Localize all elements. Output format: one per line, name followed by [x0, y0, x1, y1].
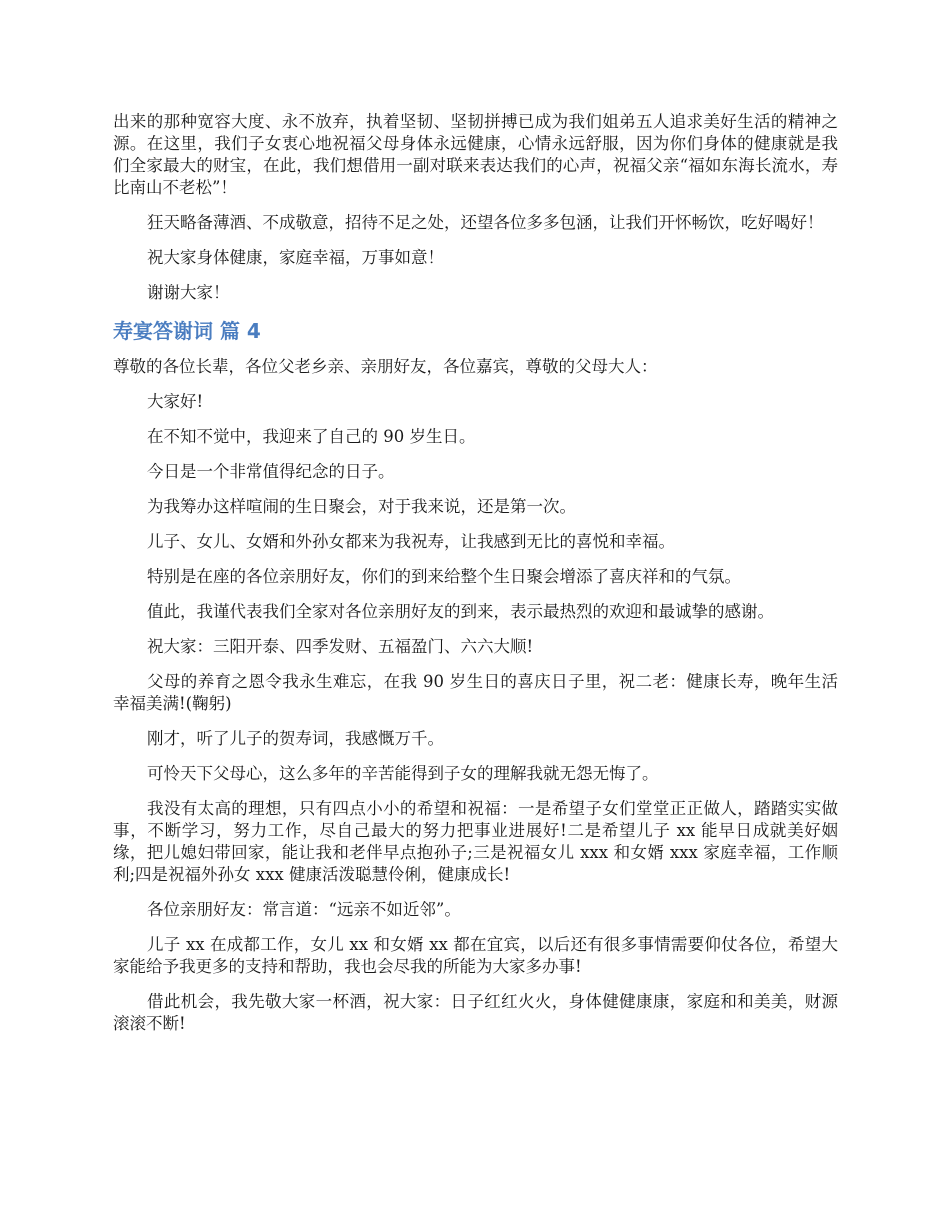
salutation: 尊敬的各位长辈，各位父老乡亲、亲朋好友，各位嘉宾，尊敬的父母大人：	[113, 357, 658, 376]
paragraph: 父母的养育之恩令我永生难忘，在我 90 岁生日的喜庆日子里，祝二老：健康长寿，晚年生活幸福美满!(鞠躬)	[113, 672, 838, 713]
paragraph: 今日是一个非常值得纪念的日子。	[147, 462, 395, 481]
paragraph: 借此机会，我先敬大家一杯酒，祝大家：日子红红火火，身体健健康康，家庭和和美美，财源滚滚不断!	[113, 992, 838, 1033]
paragraph: 出来的那种宽容大度、永不放弃，执着坚韧、坚韧拼搏已成为我们姐弟五人追求美好生活的精神之源。在这里，我们子女衷心地祝福父母身体永远健康，心情永远舒服，因为你们身体的健康就是我们全家最大的财宝，在此，我们想借用一副对联来表达我们的心声，祝福父亲“福如东海长流水，寿比南山不老松”！	[113, 112, 838, 197]
paragraph: 儿子、女儿、女婿和外孙女都来为我祝寿，让我感到无比的喜悦和幸福。	[147, 532, 675, 551]
paragraph: 儿子 xx 在成都工作，女儿 xx 和女婿 xx 都在宜宾，以后还有很多事情需要仰仗各位，希望大家能给予我更多的支持和帮助，我也会尽我的所能为大家多办事!	[113, 935, 838, 976]
paragraph: 祝大家：三阳开泰、四季发财、五福盈门、六六大顺!	[147, 637, 534, 656]
paragraph: 特别是在座的各位亲朋好友，你们的到来给整个生日聚会增添了喜庆祥和的气氛。	[147, 567, 741, 586]
document-page	[113, 111, 838, 1048]
paragraph: 祝大家身体健康，家庭幸福，万事如意！	[147, 248, 444, 267]
paragraph: 我没有太高的理想，只有四点小小的希望和祝福：一是希望子女们堂堂正正做人，踏踏实实做事，不断学习，努力工作，尽自己最大的努力把事业进展好!二是希望儿子 xx 能早日成就美好姻缘，把儿媳妇带回家，能让我和老伴早点抱孙子;三是祝福女儿 xxx 和女婿 xxx 家庭幸福，工作顺利;四是祝福外孙女 xxx 健康活泼聪慧伶俐，健康成长!	[113, 799, 838, 884]
paragraph: 狂天略备薄酒、不成敬意，招待不足之处，还望各位多多包涵，让我们开怀畅饮，吃好喝好！	[147, 213, 824, 232]
paragraph: 刚才，听了儿子的贺寿词，我感慨万千。	[147, 729, 444, 748]
paragraph: 各位亲朋好友：常言道：“远亲不如近邻”。	[147, 900, 461, 919]
paragraph: 值此，我谨代表我们全家对各位亲朋好友的到来，表示最热烈的欢迎和最诚挚的感谢。	[147, 602, 774, 621]
paragraph: 大家好!	[147, 392, 204, 411]
section-heading: 寿宴答谢词 篇 4	[113, 319, 261, 343]
paragraph: 谢谢大家！	[147, 283, 230, 302]
paragraph: 可怜天下父母心，这么多年的辛苦能得到子女的理解我就无怨无悔了。	[147, 764, 659, 783]
paragraph: 在不知不觉中，我迎来了自己的 90 岁生日。	[147, 427, 476, 446]
paragraph: 为我筹办这样喧闹的生日聚会，对于我来说，还是第一次。	[147, 497, 576, 516]
